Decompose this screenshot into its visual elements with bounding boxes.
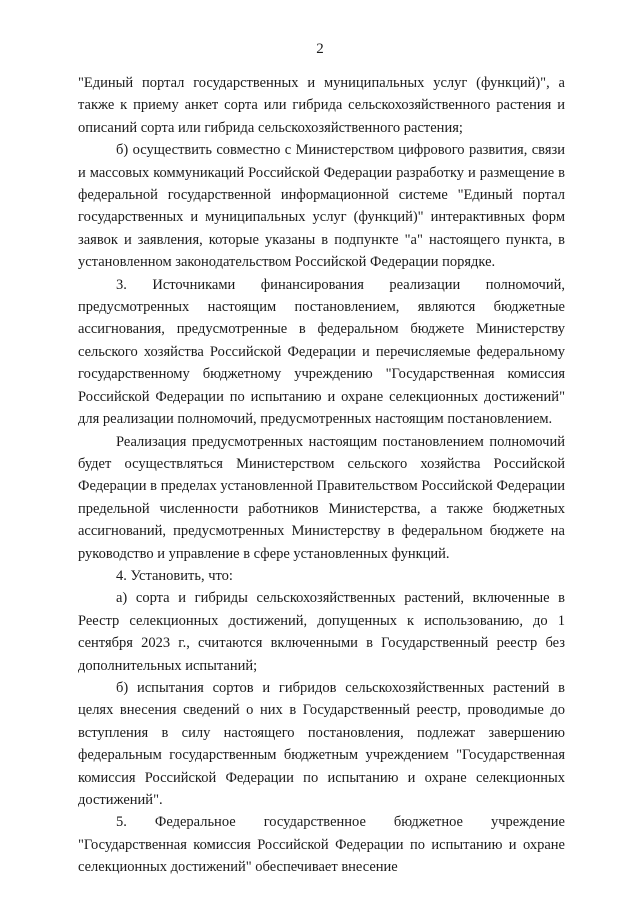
paragraph-item-b-interactive-forms: б) осуществить совместно с Министерством цифрового развития, связи и массовых коммуникаций Российской Федерации разработку и размещение в федеральной государственной информационной системе "Единый портал государственных и муниципальных услуг (функций)" интерактивных форм заявок и заявления, которые указаны в подпункте "а" настоящего пункта, в установленном законодательством Российской Федерации порядке. — [78, 142, 565, 271]
paragraph-portal-continuation: "Единый портал государственных и муниципальных услуг (функций)", а также к приему анкет сорта или гибрида сельскохозяйственного растения и описаний сорта или гибрида сельскохозяйственного растения; — [78, 75, 565, 136]
document-body — [78, 72, 565, 879]
paragraph-item-4a-varieties: а) сорта и гибриды сельскохозяйственных растений, включенные в Реестр селекционных достижений, допущенных к использованию, до 1 сентября 2023 г., считаются включенными в Государственный реестр без дополнительных испытаний; — [78, 590, 565, 674]
paragraph-item-5-commission: 5. Федеральное государственное бюджетное учреждение "Государственная комиссия Российской Федерации по испытанию и охране селекционных достижений" обеспечивает внесение — [78, 814, 565, 876]
paragraph-item-4-heading: 4. Установить, что: — [116, 567, 233, 584]
paragraph-item-3-funding: 3. Источниками финансирования реализации полномочий, предусмотренных настоящим постановлением, являются бюджетные ассигнования, предусмотренные в федеральном бюджете Министерству сельского хозяйства Российской Федерации и перечисляемые федеральному государственному бюджетному учреждению "Государственная комиссия Российской Федерации по испытанию и охране селекционных достижений" для реализации полномочий, предусмотренных настоящим постановлением. — [78, 276, 565, 428]
page-number: 2 — [316, 41, 324, 57]
paragraph-implementation: Реализация предусмотренных настоящим постановлением полномочий будет осуществляться Министерством сельского хозяйства Российской Федерации в пределах установленной Правительством Российской Федерации предельной численности работников Министерства, а также бюджетных ассигнований, предусмотренных Министерству в федеральном бюджете на руководство и управление в сфере установленных функций. — [78, 433, 565, 562]
paragraph-item-4b-testing: б) испытания сортов и гибридов сельскохозяйственных растений в целях внесения сведений о них в Государственный реестр, проводимые до вступления в силу настоящего постановления, подлежат завершению федеральным государственным бюджетным учреждением "Государственная комиссия Российской Федерации по испытанию и охране селекционных достижений". — [78, 679, 565, 808]
